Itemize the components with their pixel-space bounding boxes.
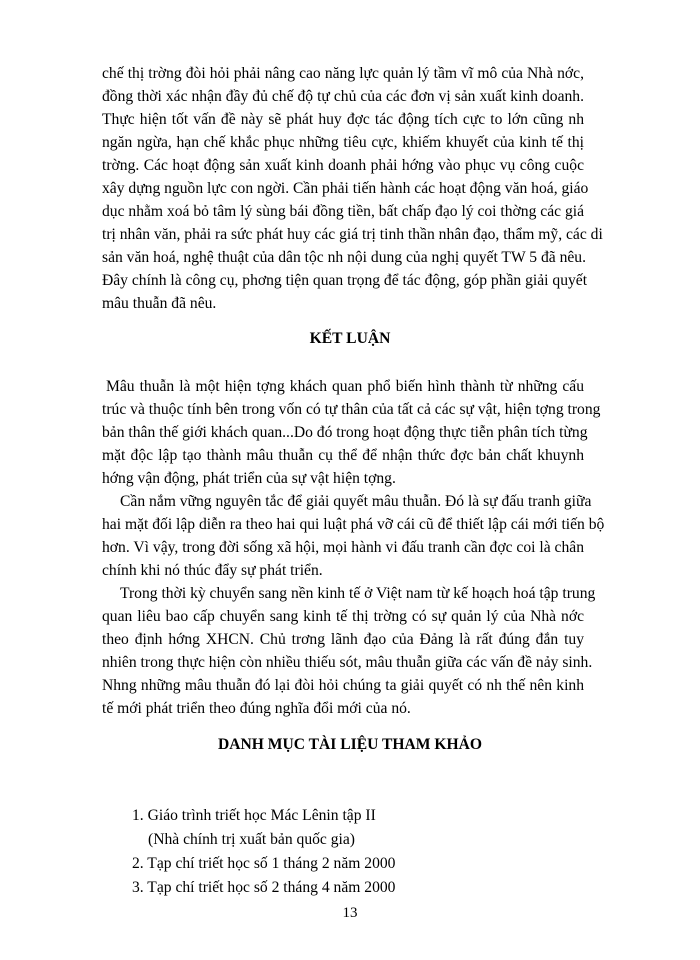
reference-item: (Nhà chính trị xuất bản quốc gia) — [148, 831, 355, 848]
intro-line: sản văn hoá, nghệ thuật của dân tộc nh nội dung của nghị quyết TW 5 đã nêu. — [102, 249, 587, 266]
conclusion-line: Nhng những mâu thuẫn đó lại đòi hỏi chúng ta giải quyết có nh thế nên kinh — [102, 677, 584, 694]
references-heading: DANH MỤC TÀI LIỆU THAM KHẢO — [217, 736, 483, 753]
conclusion-line: theo định hớng XHCN. Chủ trơng lãnh đạo của Đảng là rất đúng đắn tuy — [102, 631, 584, 648]
conclusion-line: hai mặt đối lập diễn ra theo hai qui luật phá vỡ cái cũ để thiết lập cái mới tiến bộ — [102, 516, 605, 533]
intro-line: trờng. Các hoạt động sản xuất kinh doanh phải hớng vào phục vụ công cuộc — [102, 157, 584, 174]
conclusion-line: bản thân thế giới khách quan...Do đó trong hoạt động thực tiễn phân tích từng — [102, 424, 588, 441]
intro-line: trị nhân văn, phải ra sức phát huy các giá trị tinh thần nhân đạo, thẩm mỹ, các di — [102, 226, 603, 243]
conclusion-line: chính khi nó thúc đẩy sự phát triển. — [102, 562, 323, 579]
conclusion-line: Cần nắm vững nguyên tắc để giải quyết mâu thuẫn. Đó là sự đấu tranh giữa — [120, 493, 592, 510]
intro-line: dục nhằm xoá bỏ tâm lý sùng bái đồng tiền, bất chấp đạo lý coi thờng các giá — [102, 203, 584, 220]
conclusion-line: quan liêu bao cấp chuyển sang kinh tế thị trờng có sự quản lý của Nhà nớc — [102, 608, 584, 625]
intro-line: Đây chính là công cụ, phơng tiện quan trọng để tác động, góp phần giải quyết — [102, 272, 588, 289]
intro-line: ngăn ngừa, hạn chế khắc phục những tiêu cực, khiếm khuyết của kinh tế thị — [102, 134, 584, 151]
conclusion-heading: KẾT LUẬN — [309, 330, 391, 347]
intro-line: đồng thời xác nhận đầy đủ chế độ tự chủ của các đơn vị sản xuất kinh doanh. — [102, 88, 584, 105]
intro-line: mâu thuẫn đã nêu. — [102, 295, 217, 312]
conclusion-line: mặt độc lập tạo thành mâu thuẫn cụ thể để nhận thức đợc bản chất khuynh — [102, 447, 584, 464]
intro-line: xây dựng nguồn lực con ngời. Cần phải tiến hành các hoạt động văn hoá, giáo — [102, 180, 589, 197]
conclusion-line: trúc và thuộc tính bên trong vốn có tự thân của tất cả các sự vật, hiện tợng trong — [102, 401, 601, 418]
intro-line: Thực hiện tốt vấn đề này sẽ phát huy đợc tác động tích cực to lớn cũng nh — [102, 111, 584, 128]
conclusion-line: tế mới phát triển theo đúng nghĩa đổi mới của nó. — [102, 700, 411, 717]
conclusion-line: hớng vận động, phát triển của sự vật hiện tợng. — [102, 470, 396, 487]
reference-item: 3. Tạp chí triết học số 2 tháng 4 năm 2000 — [132, 879, 396, 896]
page-number: 13 — [342, 905, 358, 921]
conclusion-line: nhiên trong thực hiện còn nhiều thiếu sót, mâu thuẫn giữa các vấn đề nảy sinh. — [102, 654, 593, 671]
conclusion-line: hơn. Vì vậy, trong đời sống xã hội, mọi hành vi đấu tranh cần đợc coi là chân — [102, 539, 584, 556]
reference-item: 2. Tạp chí triết học số 1 tháng 2 năm 2000 — [132, 855, 396, 872]
conclusion-line: Trong thời kỳ chuyển sang nền kinh tế ở Việt nam từ kế hoạch hoá tập trung — [120, 585, 596, 602]
conclusion-line: Mâu thuẫn là một hiện tợng khách quan phổ biến hình thành từ những cấu — [106, 378, 584, 395]
reference-item: 1. Giáo trình triết học Mác Lênin tập II — [132, 807, 376, 824]
intro-line: chế thị trờng đòi hỏi phải nâng cao năng lực quản lý tầm vĩ mô của Nhà nớc, — [102, 65, 584, 82]
